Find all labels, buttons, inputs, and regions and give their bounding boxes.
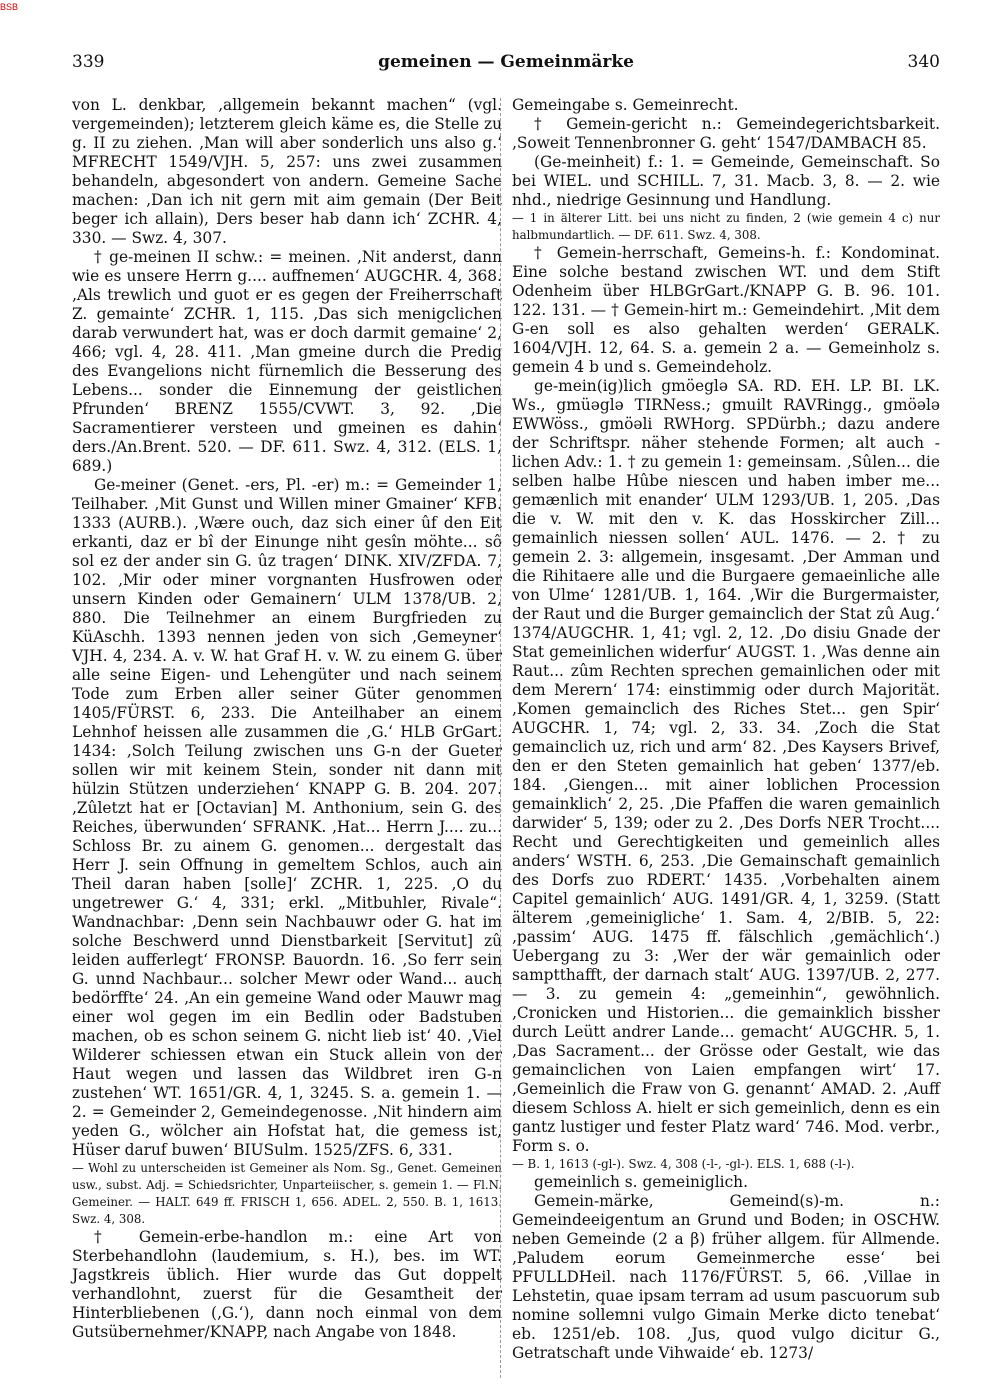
- references-note: — Wohl zu unterscheiden ist Gemeiner als Nom. Sg., Genet. Gemeinen usw., subst. Adj. = Schiedsrichter, Unparteiischer, s. gemein 1. — Fl.N. Gemeiner. — HALT. 649 ff. FRISCH 1, 656. ADEL. 2, 550. B. 1, 1613. Swz. 4, 308.: [72, 1161, 502, 1226]
- dictionary-entry: † Gemein-erbe-handlon m.: eine Art von Sterbehandlohn (laudemium, s. H.), bes. im WT. Jagstkreis üblich. Hier wurde das Gut doppelt verhandlohnt, zuerst für die Gesamtheit der Hinterbliebenen (‚G.‘), dann noch einmal von dem Gutsübernehmer/KNAPP, nach Angabe von 1848.: [72, 1228, 502, 1341]
- dictionary-entry: † Gemein-gericht n.: Gemeindegerichtsbarkeit. ‚Soweit Tennenbronner G. geht‘ 1547/DAMBACH 85.: [512, 115, 940, 152]
- left-column: [72, 96, 502, 1342]
- running-title: gemeinen — Gemeinmärke: [378, 52, 634, 72]
- right-column: [512, 96, 940, 1363]
- dictionary-entry: (Ge-meinheit) f.: 1. = Gemeinde, Gemeinschaft. So bei WIEL. und SCHILL. 7, 31. Macb. 3, 8. — 2. wie nhd., niedrige Gesinnung und Handlung.: [512, 153, 940, 209]
- dictionary-entry: Gemein-märke, Gemeind(s)-m. n.: Gemeindeeigentum an Grund und Boden; in OSCHW. neben Gemeinde (2 a β) früher allgem. für Allmende. ‚Paludem eorum Gemeinmerche esse‘ bei PFULLDHeil. nach 1176/FÜRST. 5, 66. ‚Villae in Lehstetin, quae ipsam terram ad usum pascuorum sub nomine sollemni vulgo Gimain Merke dicto tenebat‘ eb. 1251/eb. 108. ‚Jus, quod vulgo dicitur G., Getratschaft unde Vihwaide‘ eb. 1273/: [512, 1192, 940, 1362]
- dictionary-entry: ge-mein(ig)lich gmöeglə SA. RD. EH. LP. BI. LK. Ws., gmüəglə TIRNess.; gmuilt RAVRingg., gmöələ EWWöss., gmöəli RWHorg. SPDürbh.; dazu andere der Schriftspr. näher stehende Formen; alt auch -lichen Adv.: 1. † zu gemein 1: gemeinsam. ‚Sûlen... die selben halbe Hûbe niescen und haben imber me... gemænlich mit enander‘ ULM 1293/UB. 1, 205. ‚Das die v. W. mit den v. K. das Hosskircher Zill... gemainlich niessen sollen‘ AUL. 1476. — 2. † zu gemein 2. 3: allgemein, insgesamt. ‚Der Amman und die Rihitaere alle und die Burgaere gemaeinliche alle von Ulme‘ 1281/UB. 1, 164. ‚Wir die Burgermaister, der Raut und die Burger gemainclich der Stat zû Aug.‘ 1374/AUGCHR. 1, 41; vgl. 2, 12. ‚Do disiu Gnade der Stat gemeinlichen widerfur‘ AUGST. 1. ‚Was denne ain Raut... zûm Rechten sprechen gemainlichen oder mit dem Merern‘ 174: einstimmig oder durch Majorität. ‚Komen gemainclich des Riches Stet... gen Spir‘ AUGCHR. 1, 74; vgl. 2, 33. 34. ‚Zoch die Stat gemainclich uz, rich und arm‘ 82. ‚Des Kaysers Brivef, den er den Steten gemainlich hat geben‘ 1377/eb. 184. ‚Giengen... mit ainer loblichen Procession gemainklich‘ 2, 25. ‚Die Pfaffen die waren gemainlich darwider‘ 5, 139; oder zu 2. ‚Des Dorfs NER Trocht.... Recht und Gerechtigkeiten und gemeinlich alles anders‘ WSTH. 6, 253. ‚Die Gemainschaft gemainlich des Dorfs zuo RDERT.‘ 1435. ‚Vorbehalten ainem Capitel gemainlich‘ AUG. 1491/GR. 4, 1, 3259. (Statt älterem ‚gemeinigliche‘ 1. Sam. 4, 2/BIB. 5, 22: ‚passim‘ AUG. 1475 ff. fälschlich ‚gemächlich‘.) Uebergang zu 3: ‚Wer der wär gemainlich oder samptthafft, der darnach stalt‘ AUG. 1397/UB. 2, 277. — 3. zu gemein 4: „gemeinhin“, gewöhnlich. ‚Cronicken und Historien... die gemainklich bissher durch Leütt andrer Lande... gemacht‘ AUGCHR. 5, 1. ‚Das Sacrament... der Grösse oder Gestalt, wie das gemainclichen von Laien empfangen wirt‘ 17. ‚Gemeinlich die Fraw von G. genannt‘ AMAD. 2. ‚Auff diesem Schloss A. hielt er sich gemeinlich, denn es ein gantz lustiger und fester Platz ward‘ 746. Mod. verbr., Form s. o.: [512, 377, 940, 1155]
- dictionary-entry: Ge-meiner (Genet. -ers, Pl. -er) m.: = Gemeinder 1, Teilhaber. ‚Mit Gunst und Willen miner Gmainer‘ KFB. 1333 (AURB.). ‚Wære ouch, daz sich einer ûf den Eit erkanti, daz er bî der Einunge niht gesîn möhte... sô sol ez der ander sin G. ûz tragen‘ DINK. XIV/ZFDA. 7, 102. ‚Mir oder miner vorgnanten Husfrowen oder unsern Kinden oder Gemainern‘ ULM 1378/UB. 2, 880. Die Teilnehmer an einem Burgfrieden zu KüAschh. 1393 nennen jeden von sich ‚Gemeyner‘ VJH. 4, 234. A. v. W. hat Graf H. v. W. zu einem G. über alle seine Eigen- und Lehengüter und nach seinem Tode zum Erben aller seiner Güter genommen 1405/FÜRST. 6, 233. Die Anteilhaber an einem Lehnhof heissen alle zusammen die ‚G.‘ HLB GrGart. 1434: ‚Solch Teilung zwischen uns G-n der Gueter sollen wir mit keinem Stein, sonder nit dann mit hülzin Stützen underziehen‘ KNAPP G. B. 204. 207. ‚Zûletzt hat er [Octavian] M. Anthonium, sein G. des Reiches, überwunden‘ SFRANK. ‚Hat... Herrn J.... zu... Schloss Br. zu ainem G. genomen... dergestalt das Herr J. sein Offnung in gemeltem Schlos, auch ain Theil daran haben [solle]‘ ZCHR. 1, 225. ‚O du ungetrewer G.‘ 4, 331; erkl. „Mitbuhler, Rivale“. Wandnachbar: ‚Denn sein Nachbauwr oder G. hat im solche Beschwerd unnd Dienstbarkeit [Servitut] zû leiden aufferlegt‘ FRONSP. Bauordn. 16. ‚So ferr sein G. unnd Nachbaur... solcher Mewr oder Wand... auch bedörffte‘ 24. ‚An ein gemeine Wand oder Mauwr mag einer wol gegen im ein Bedlin oder Badstuben machen, ob es schon seinem G. nicht lieb ist‘ 40. ‚Viel Wilderer schiessen etwan ein Stuck allein von der Haut wegen und lassen das Wildbret iren G-n zustehen‘ WT. 1651/GR. 4, 1, 3245. S. a. gemein 1. — 2. = Gemeinder 2, Gemeindegenosse. ‚Nit hindern aim yeden G., wölcher ain Hofstat hat, die gemess ist, Hüser daruf buwen‘ BIUSulm. 1525/ZFS. 6, 331.: [72, 476, 502, 1159]
- left-page-number: 339: [72, 52, 105, 72]
- references-note: — B. 1, 1613 (-gl-). Swz. 4, 308 (-l-, -gl-). ELS. 1, 688 (-l-).: [512, 1157, 855, 1171]
- paragraph: von L. denkbar, ‚allgemein bekannt machen“ (vgl. vergemeinden); letzterem gleich käme es, die Stelle zu g. II zu ziehen. ‚Man will aber sonderlich uns also g.‘ MFRECHT 1549/VJH. 5, 257: uns zwei zusammen behandeln, abgesondert von andern. Gemeine Sache machen: ‚Dan ich nit gern mit aim gemain (Der Beit beger ich allain), Ders beser hab dann ich‘ ZCHR. 4, 330. — Swz. 4, 307.: [72, 96, 502, 247]
- library-stamp: BSB: [0, 2, 19, 12]
- dictionary-entry: † Gemein-herrschaft, Gemeins-h. f.: Kondominat. Eine solche bestand zwischen WT. und dem Stift Odenheim über HLBGrGart./KNAPP G. B. 96. 101. 122. 131. — † Gemein-hirt m.: Gemeindehirt. ‚Mit dem G-en soll es also gehalten werden‘ GERALK. 1604/VJH. 12, 64. S. a. gemein 2 a. — Gemeinholz s. gemein 4 b und s. Gemeindeholz.: [512, 244, 940, 376]
- column-divider: [500, 98, 501, 1378]
- page-header: [72, 52, 940, 76]
- dictionary-entry: gemeinlich s. gemeiniglich.: [534, 1173, 748, 1191]
- right-page-number: 340: [907, 52, 940, 72]
- paragraph: Gemeingabe s. Gemeinrecht.: [512, 96, 739, 114]
- dictionary-entry: † ge-meinen II schw.: = meinen. ‚Nit anderst, dann wie es unsere Herrn g.... auffnemen‘ AUGCHR. 4, 368. ‚Als trewlich und guot er es gegen der Freiherrschaft Z. gemainte‘ ZCHR. 1, 115. ‚Das sich menigclichen darab verwundert hat, was er doch darmit gemaine‘ 2, 466; vgl. 4, 28. 411. ‚Man gmeine durch die Predig des Evangelions nicht fürnemlich die Besserung des Lebens... sonder die Einnemung der geistlichen Pfrunden‘ BRENZ 1555/CVWT. 3, 92. ‚Die Sacramentierer versteen und gmeinen es dahin‘ ders./An.Brent. 520. — DF. 611. Swz. 4, 312. (ELS. 1, 689.): [72, 248, 502, 475]
- references-note: — 1 in älterer Litt. bei uns nicht zu finden, 2 (wie gemein 4 c) nur halbmundartlich. — DF. 611. Swz. 4, 308.: [512, 211, 940, 242]
